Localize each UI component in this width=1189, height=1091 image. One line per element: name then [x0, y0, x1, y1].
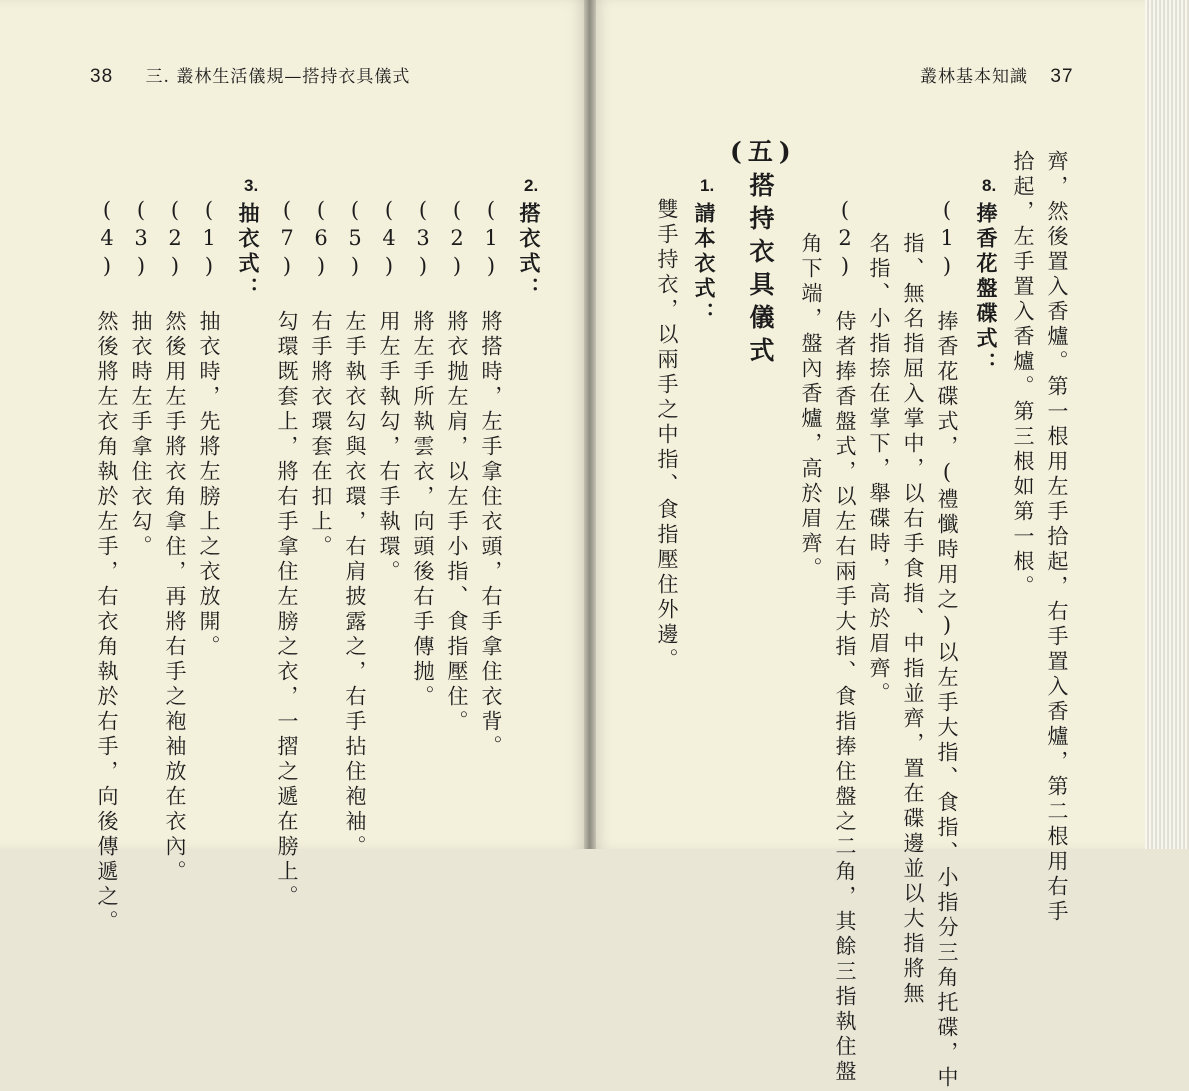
- section-heading: 捧香花盤碟式：: [974, 202, 999, 377]
- list-item: (2) 將衣抛左肩，以左手小指、食指壓住。: [445, 198, 469, 735]
- section-heading: 請本衣式：: [692, 202, 717, 327]
- list-item-continued: 指、無名指屈入掌中，以右手食指、中指並齊，置在碟邊並以大指將無: [901, 232, 925, 1007]
- continuation-text: 拾起，左手置入香爐。第三根如第一根。: [1011, 150, 1035, 600]
- chapter-number: (五): [730, 137, 797, 166]
- running-title: 叢林基本知識: [920, 67, 1028, 87]
- page-number: 37: [1050, 66, 1074, 87]
- list-item: (2) 侍者捧香盤式，以左右兩手大指、食指捧住盤之二角，其餘三指執住盤: [833, 198, 857, 1085]
- list-item-continued: 名指、小指捺在掌下，舉碟時，高於眉齊。: [867, 232, 891, 707]
- section-heading: 搭衣式：: [517, 202, 542, 302]
- list-item: (1) 將搭時，左手拿住衣頭，右手拿住衣背。: [479, 198, 503, 760]
- book-gutter: [584, 0, 596, 849]
- page-edges: [1145, 0, 1189, 849]
- section-number: 8.: [982, 176, 997, 195]
- list-item: (1) 捧香花碟式，(禮懺時用之)以左手大指、食指、小指分三角托碟，中: [935, 198, 959, 1091]
- continuation-text: 齊，然後置入香爐。第一根用左手拾起，右手置入香爐，第二根用右手: [1045, 150, 1069, 925]
- section-heading: 抽衣式：: [236, 202, 261, 302]
- running-title: 三. 叢林生活儀規—搭持衣具儀式: [145, 67, 411, 87]
- list-item: (4) 用左手執勾，右手執環。: [377, 198, 401, 585]
- right-page-header: [920, 62, 1074, 88]
- section-number: 2.: [524, 176, 539, 195]
- list-item: (6) 右手將衣環套在扣上。: [309, 198, 333, 560]
- list-item: (2) 然後用左手將衣角拿住，再將右手之袍袖放在衣內。: [163, 198, 187, 885]
- list-item: 雙手持衣，以兩手之中指、食指壓住外邊。: [655, 198, 679, 673]
- list-item-continued: 角下端，盤內香爐，高於眉齊。: [799, 232, 823, 582]
- section-number: 1.: [700, 176, 715, 195]
- list-item: (1) 抽衣時，先將左膀上之衣放開。: [197, 198, 221, 660]
- list-item: (5) 左手執衣勾與衣環，右肩披露之，右手拈住袍袖。: [343, 198, 367, 860]
- page-number: 38: [90, 66, 114, 87]
- list-item: (3) 將左手所執雲衣，向頭後右手傳抛。: [411, 198, 435, 710]
- list-item: (3) 抽衣時左手拿住衣勾。: [129, 198, 153, 560]
- list-item: (7) 勾環既套上，將右手拿住左膀之衣，一摺之遞在膀上。: [275, 198, 299, 910]
- chapter-title: 搭持衣具儀式: [746, 172, 775, 370]
- left-page-header: [90, 62, 410, 88]
- section-number: 3.: [244, 176, 259, 195]
- list-item: (4) 然後將左衣角執於左手，右衣角執於右手，向後傳遞之。: [95, 198, 119, 935]
